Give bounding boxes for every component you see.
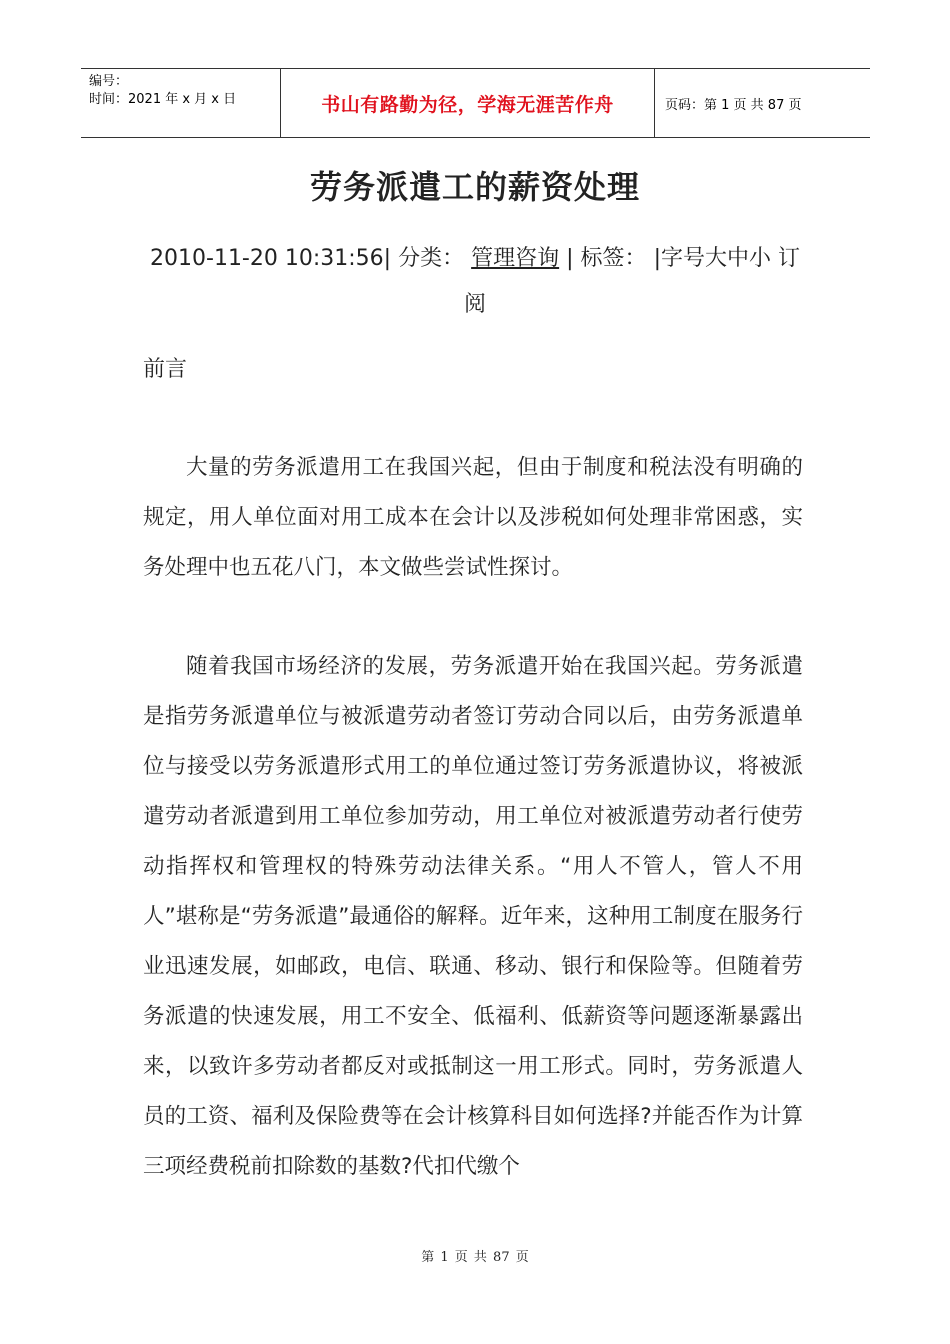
document-number-label: 编号： — [89, 74, 129, 89]
meta-datetime: 2010-11-20 10:31:56| — [150, 246, 392, 271]
header-page-info: 页码：第 1 页 共 87 页 — [665, 97, 802, 113]
meta-tail: |字号大中小 订阅 — [463, 246, 800, 317]
paragraph-intro: 大量的劳务派遣用工在我国兴起，但由于制度和税法没有明确的规定，用人单位面对用工成本在会计以及涉税如何处理非常困惑，实务处理中也五花八门，本文做些尝试性探讨。 — [143, 455, 803, 580]
paragraph-body: 随着我国市场经济的发展，劳务派遣开始在我国兴起。劳务派遣是指劳务派遣单位与被派遣劳动者签订劳动合同以后，由劳务派遣单位与接受以劳务派遣形式用工的单位通过签订劳务派遣协议，将被派遣劳动者派遣到用工单位参加劳动，用工单位对被派遣劳动者行使劳动指挥权和管理权的特殊劳动法律关系。“用人不管人，管人不用人”堪称是“劳务派遣”最通俗的解释。近年来，这种用工制度在服务行业迅速发展，如邮政，电信、联通、移动、银行和保险等。但随着劳务派遣的快速发展，用工不安全、低福利、低薪资等问题逐渐暴露出来，以致许多劳动者都反对或抵制这一用工形式。同时，劳务派遣人员的工资、福利及保险费等在会计核算科目如何选择?并能否作为计算三项经费税前扣除数的基数?代扣代缴个 — [143, 654, 803, 1179]
article-meta — [140, 236, 810, 328]
section-heading: 前言 — [143, 357, 188, 382]
meta-separator: | — [566, 246, 574, 271]
document-time-label: 时间：2021 年 x 月 x 日 — [89, 92, 237, 107]
document-header-table — [81, 68, 870, 138]
header-info-cell — [81, 69, 281, 137]
article-title: 劳务派遣工的薪资处理 — [309, 168, 640, 206]
meta-category-link[interactable]: 管理咨询 — [471, 246, 560, 271]
page-footer: 第 1 页 共 87 页 — [421, 1250, 529, 1265]
header-motto: 书山有路勤为径，学海无涯苦作舟 — [281, 69, 655, 137]
meta-category-label: 分类： — [398, 246, 465, 271]
meta-tag-label: 标签： — [580, 246, 647, 271]
